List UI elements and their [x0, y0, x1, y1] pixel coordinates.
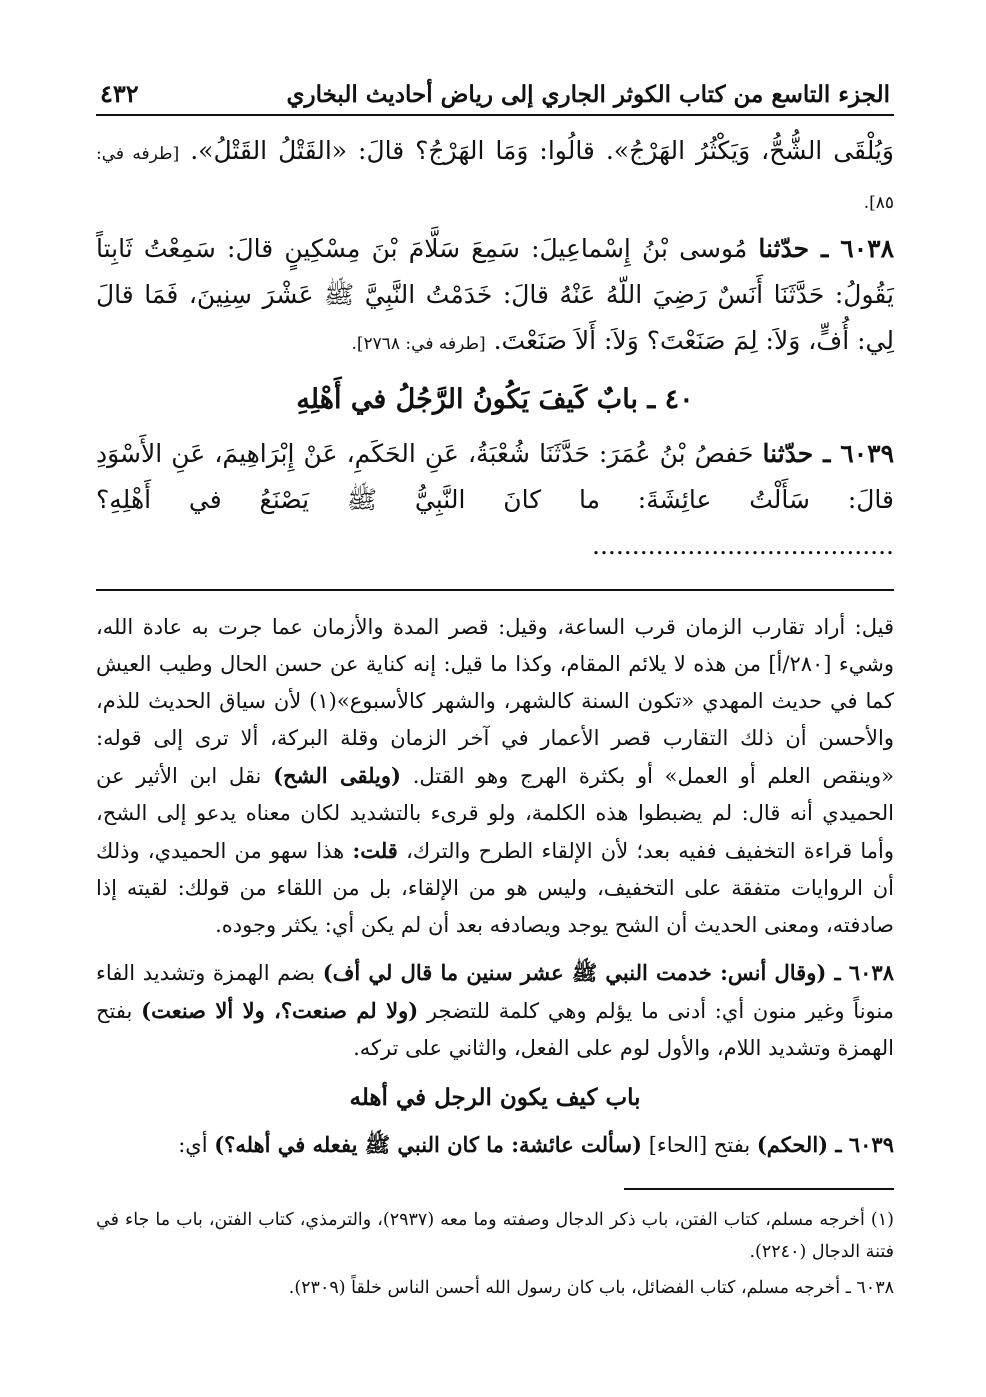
footnote-1: (١) أخرجه مسلم، كتاب الفتن، باب ذكر الدجال وصفته وما معه (٢٩٣٧)، والترمذي، كتاب الفتن، باب ما جاء في فتنة الدجال (٢٢٤٠). — [96, 1210, 894, 1262]
hadith-number: ٦٠٣٨ ـ حدّثنا — [758, 234, 894, 263]
commentary-chapter-heading: باب كيف يكون الرجل في أهله — [349, 1084, 641, 1111]
commentary-paragraph: ٦٠٣٨ ـ (وقال أنس: خدمت النبي ﷺ عشر سنين ما قال لي أف) بضم الهمزة وتشديد الفاء منوناً وغير منون أي: أدنى ما يؤلم وهي كلمة للتضجر (ولا لم صنعت؟، ولا ألا صنعت) بفتح الهمزة وتشديد اللام، والأول لوم على الفعل، والثاني على تركه. — [96, 960, 894, 1060]
cross-reference: [طرفه في: ٨٥]. — [96, 144, 894, 213]
commentary-paragraph: قيل: أراد تقارب الزمان قرب الساعة، وقيل: قصر المدة والأزمان عما جرت به عادة الله، وشيء [٢٨٠/أ] من هذه لا يلائم المقام، وكذا ما قيل: إنه كناية عن حسن الحال وطيب العيش كما في حديث المهدي «تكون السنة كالشهر، والشهر كالأسبوع»(١) لأن سياق الحديث للذم، والأحسن أن ذلك التقارب قصر الأعمار في آخر الزمان وقلة البركة، ألا ترى إلى قوله: «وينقص العلم أو العمل» أو بكثرة الهرج وهو القتل. (ويلقى الشح) نقل ابن الأثير عن الحميدي أنه قال: لم يضبطوا هذه الكلمة، ولو قرىء بالتشديد لكان معناه يدعو إلى الشح، وأما قراءة التخفيف ففيه بعد؛ لأن الإلقاء الطرح والترك، قلت: هذا سهو من الحميدي، وذلك أن الروايات متفقة على التخفيف، وليس هو من الإلقاء، بل من اللقاء من قولك: لقيته إذا صادفته، ومعنى الحديث أن الشح يوجد ويصادفه بعد أن لم يكن أي: يكثر وجوده. — [96, 615, 895, 937]
cross-reference: [طرفه في: ٢٧٦٨]. — [351, 334, 486, 354]
footnote-separator — [624, 1188, 894, 1190]
footnotes — [96, 1204, 894, 1304]
footnote-2: ٦٠٣٨ ـ أخرجه مسلم، كتاب الفضائل، باب كان رسول الله أحسن الناس خلقاً (٢٣٠٩). — [288, 1278, 894, 1298]
chapter-heading: ٤٠ ـ بابٌ كَيفَ يَكُونُ الرَّجُلُ في أَهْلِهِ — [296, 384, 694, 415]
commentary-block — [96, 609, 894, 1164]
hadith-6038: ٦٠٣٨ ـ حدّثنا مُوسى بْنُ إِسْماعِيلَ: سَمِعَ سَلَّامَ بْنَ مِسْكِينٍ قالَ: سَمِعْتُ ثَابِتاً يَقُولُ: حَدَّثَنَا أَنَسٌ رَضِيَ اللّهُ عَنْهُ قالَ: خَدَمْتُ النَّبِيَّ ﷺ عَشْرَ سِنِينَ، فَمَا قالَ لِي: أُفٍّ، وَلاَ: لِمَ صَنَعْتَ؟ وَلاَ: أَلاَ صَنَعْتَ. [طرفه في: ٢٧٦٨]. — [96, 234, 894, 355]
hadith-continuation: وَيُلْقَى الشُّحُّ، وَيَكْثُرُ الهَرْجُ». قالُوا: وَمَا الهَرْجُ؟ قالَ: «القَتْلُ القَتْلُ». [طرفه في: ٨٥]. — [96, 136, 895, 213]
running-title: الجزء التاسع من كتاب الكوثر الجاري إلى رياض أحاديث البخاري — [286, 81, 890, 108]
section-separator — [96, 589, 894, 591]
hadith-number: ٦٠٣٩ ـ حدّثنا — [762, 439, 894, 468]
running-header — [96, 64, 894, 116]
page-number: ٤٣٢ — [100, 79, 139, 108]
hadith-text-block — [96, 128, 894, 569]
hadith-6039: ٦٠٣٩ ـ حدّثنا حَفصُ بْنُ عُمَرَ: حَدَّثَنَا شُعْبَةُ، عَنِ الحَكَمِ، عَنْ إِبْرَاهِيمَ، عَنِ الأَسْوَدِ قالَ: سَأَلْتُ عائِشَةَ: ما كانَ النَّبِيُّ ﷺ يَصْنَعُ في أَهْلِهِ؟ ...................................... — [96, 439, 894, 560]
continuation-dots: ...................................... — [592, 531, 894, 560]
commentary-paragraph: ٦٠٣٩ ـ (الحكم) بفتح [الحاء] (سألت عائشة: ما كان النبي ﷺ يفعله في أهله؟) أي: — [178, 1132, 894, 1157]
